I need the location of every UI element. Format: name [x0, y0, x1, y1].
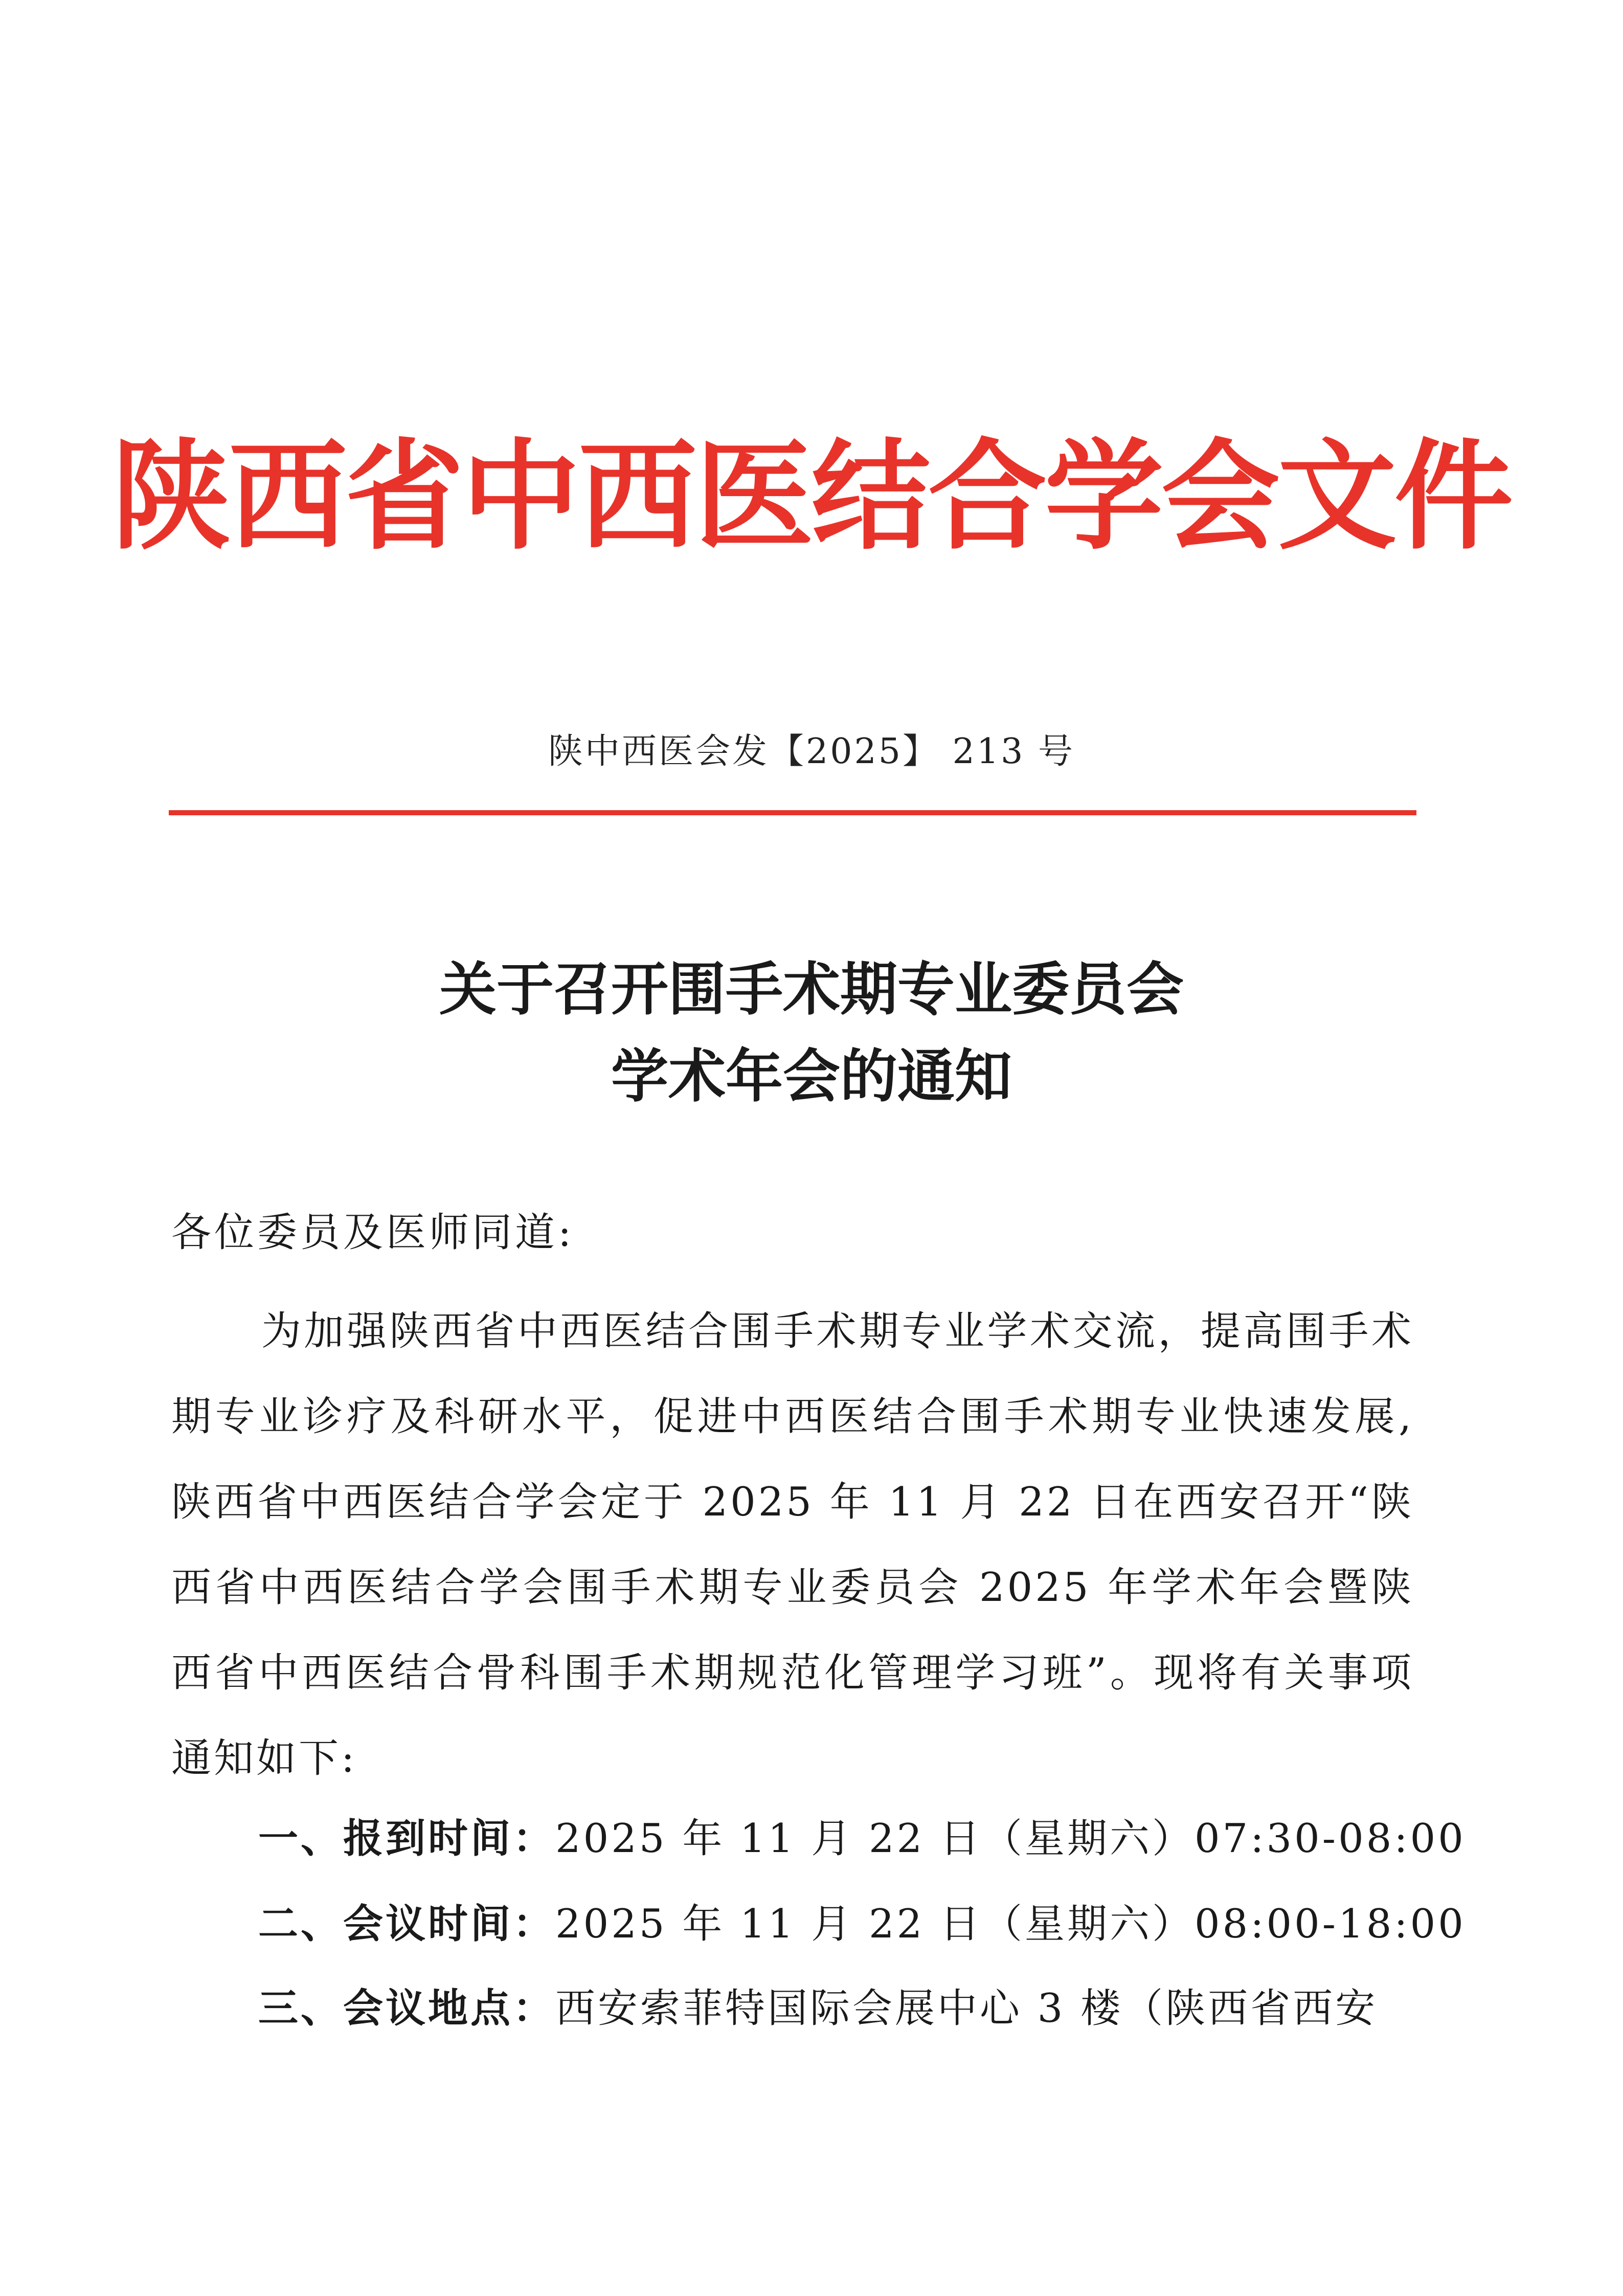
salutation: 各位委员及医师同道: — [171, 1210, 575, 1256]
body-paragraph: 为加强陕西省中西医结合围手术期专业学术交流，提高围手术期专业诊疗及科研水平，促进中西医结合围手术期专业快速发展,陕西省中西医结合学会定于 2025 年 11 月 22 日在西安召开“陕西省中西医结合学会围手术期专业委员会 2025 年学术年会暨陕西省中西医结合骨科围手术期规范化管理学习班”。现将有关事项通知如下: — [171, 1308, 1414, 1781]
item-value: 2025 年 11 月 22 日（星期六）08:00-18:00 — [555, 1901, 1466, 1947]
red-divider-line — [169, 810, 1416, 815]
notice-title-line-2: 学术年会的通知 — [611, 1043, 1012, 1110]
masthead-title: 陕西省中西医结合学会文件 — [111, 426, 1511, 566]
notice-title-line-1: 关于召开围手术期专业委员会 — [439, 956, 1184, 1023]
item-label: 二、会议时间： — [258, 1901, 556, 1947]
list-item-meeting-time — [258, 1896, 1466, 1952]
item-value: 西安索菲特国际会展中心 3 楼（陕西省西安 — [555, 1986, 1378, 2032]
item-value: 2025 年 11 月 22 日（星期六）07:30-08:00 — [555, 1816, 1466, 1862]
item-label: 一、报到时间： — [258, 1815, 556, 1862]
item-label: 三、会议地点： — [258, 1985, 556, 2032]
document-number: 陕中西医会发【2025】 213 号 — [548, 731, 1075, 772]
list-item-meeting-location — [258, 1980, 1434, 2037]
list-item-registration-time — [258, 1811, 1466, 1867]
